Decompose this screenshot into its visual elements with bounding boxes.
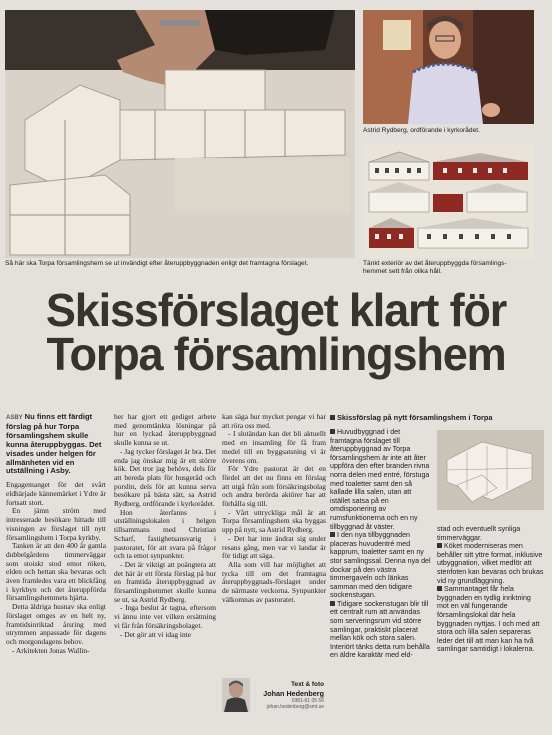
article-paragraph: Hon återfanns i utställningslokalen i helgen tillsammans med Christian Scharf, fastighetsansvarig i pastoratet, för att svara på frågor och ta emot synpunkter. bbox=[114, 507, 216, 561]
square-bullet-icon bbox=[330, 601, 335, 606]
article-paragraph: Tanken är att den 400 år gamla dubbelgårdens timmerväggar som stoiskt stod emot röken, elden och hettan ska bevaras och även framledes vara ett blickfång i kyrkbyn och det återuppförda församlingshemmets hjärta. bbox=[6, 541, 106, 603]
article-paragraph: - Det har inte ändrat sig under resans gång, men var vi landar är för tidigt att säga. bbox=[222, 533, 326, 561]
exterior-photo-caption-line2: hemmet sett från olika håll. bbox=[363, 268, 442, 275]
fact-box-paragraph bbox=[330, 600, 433, 660]
square-bullet-icon bbox=[330, 429, 335, 434]
fact-box-column-1 bbox=[330, 428, 433, 660]
fact-box-text: Huvudbyggnad i det framtagna förslaget till återuppbyggnad av Torpa församlingshem är inte att åter uppföra den efter branden rivna norra delen med entré, förstuga med toaletter samt den så kallade lilla salen, utan att istället satsa på en omdisponering av rumsfunktionerna och en ny tillbyggnad åt väster. bbox=[330, 428, 430, 531]
fact-box-text: stad och eventuellt synliga timmerväggar. bbox=[437, 525, 521, 542]
byline bbox=[222, 676, 326, 716]
article-paragraph: - Arkitekten Jonas Wallin- bbox=[12, 645, 90, 655]
article-paragraph: - Inga beslut är tagna, eftersom vi ännu inte vet vilken ersättning vi får från försäkringsbolaget. bbox=[114, 603, 216, 630]
article-paragraph: - Det är viktigt att poängtera att det här är ett första förslag på hur en framtida återuppbyggnad av församlingshemmet skulle kunna se ut, sa Astrid Rydberg. bbox=[114, 559, 216, 604]
article-paragraph: Detta äldriga husnav ska enligt förslaget omges av en helt ny, framtidsinriktad årsring med utrymmen anpassade för dagens och morgondagens behov. bbox=[6, 602, 106, 646]
portrait-photo-caption: Astrid Rydberg, ordförande i kyrkorådet. bbox=[363, 127, 480, 134]
article-column-2 bbox=[114, 413, 216, 639]
byline-contact bbox=[252, 698, 324, 710]
exterior-photo-caption-line1: Tänkt exteriör av det återuppbyggda församlings- bbox=[363, 260, 507, 267]
reporter-photo bbox=[222, 678, 250, 712]
byline-phone: 0381-61 05 56 bbox=[291, 698, 324, 704]
byline-name-block bbox=[252, 680, 324, 699]
square-bullet-icon bbox=[437, 543, 442, 548]
article-paragraph: Alla som vill har möjlighet att tycka till om det framtagna återuppbyggnads-förslaget under de närmaste veckorna. Synpunkter välkomnas av pastoratet. bbox=[222, 559, 326, 604]
fact-box-photo bbox=[437, 430, 544, 510]
headline-line1: Skissförslaget klart för bbox=[45, 284, 507, 336]
article-column-1 bbox=[6, 413, 106, 655]
fact-box-title bbox=[330, 413, 544, 422]
model-photo bbox=[5, 10, 355, 258]
fact-box-text: Tidigare sockenstugan blir till ett centralt rum att användas som serveringsrum vid större samlingar, praktiskt placerat mellan kök och stora salen. Interiört tänks detta rum behålla en äldre karaktär med eld- bbox=[330, 599, 430, 660]
square-bullet-icon bbox=[330, 415, 335, 420]
headline bbox=[11, 284, 540, 380]
exterior-photo-image bbox=[363, 144, 534, 258]
portrait-photo bbox=[363, 10, 534, 124]
article-paragraph: En jämn ström med intresserade besökare hittade till visningen av förslaget till nytt församlingshem i Torpa kyrkby. bbox=[6, 506, 106, 542]
fact-box-photo-image bbox=[437, 430, 544, 510]
fact-box-paragraph bbox=[437, 542, 544, 585]
model-photo-image bbox=[5, 10, 355, 258]
article-paragraph: her har gjort ett gediget arbete med genomtänkta lösningar på hur en lyckad återuppbyggnad skulle kunna se ut. bbox=[114, 412, 216, 448]
article-lead-text: Nu finns ett färdigt förslag på hur Torpa församlingshem skulle kunna återuppbyggas. Det visades under helgen för allmänheten vid en utställning i Asby. bbox=[6, 412, 102, 476]
fact-box-text: I den nya tillbyggnaden placeras huvudentré med kapprum, toaletter samt en ny stor samlingssal. Denna nya del dockar på den västra timmergaveln och länkas samman med den tidigare sockenstugan. bbox=[330, 531, 431, 600]
exterior-photo bbox=[363, 144, 534, 258]
fact-box-paragraph bbox=[437, 585, 544, 654]
fact-box-paragraph bbox=[330, 531, 433, 600]
article-column-3 bbox=[222, 413, 326, 604]
square-bullet-icon bbox=[330, 532, 335, 537]
fact-box-text: Sammantaget får hela byggnaden en tydlig inriktning mot en väl fungerande församlingslokal där hela byggnaden nyttjas. I och med att stora och lilla salen separeras leder det till att man kan ha två samlingar samtidigt i lokalerna. bbox=[437, 585, 540, 654]
model-photo-caption: Så här ska Torpa församlingshem se ut invändigt efter återuppbyggnaden enligt det framtagna förslaget. bbox=[5, 260, 309, 267]
headline-line2: Torpa församlingshem bbox=[46, 328, 506, 380]
article-paragraph: Engagemanget för det svårt eldhärjade kännemärket i Ydre är fortsatt stort. bbox=[6, 480, 106, 507]
article-kicker: ASBY bbox=[6, 415, 23, 421]
fact-box-paragraph bbox=[330, 428, 433, 531]
fact-box-paragraph bbox=[437, 525, 544, 542]
square-bullet-icon bbox=[437, 586, 442, 591]
article-paragraph: - I slutändan kan det bli aktuellt med en insamling för få fram medel till en byggsatsning vi är överens om. bbox=[222, 429, 326, 465]
fact-box-text: Köket moderniseras men behåller sitt yttre format, inklusive utbyggnation, vilket medför att stenfoten kan bevaras och brukas vid ny grundläggning. bbox=[437, 542, 544, 585]
article-paragraph: För Ydre pastorat är det en fördel att det nu finns ett förslag att utgå från som försäkringsbolag och andra berörda aktörer har att förhålla sig till. bbox=[222, 464, 326, 509]
byline-name: Johan Hedenberg bbox=[263, 689, 324, 698]
fact-box bbox=[330, 413, 544, 422]
article-lead bbox=[6, 413, 106, 476]
fact-box-title-text: Skissförslag på nytt församlingshem i Torpa bbox=[337, 413, 493, 422]
byline-email[interactable]: johan.hedenberg@smt.se bbox=[266, 704, 324, 710]
portrait-photo-image bbox=[363, 10, 534, 124]
article-paragraph: kan säga hur mycket pengar vi har att röra oss med. bbox=[222, 412, 326, 430]
article-paragraph: - Jag tycker förslaget är bra. Det enda jag önskar mig är ett större kök. Det tror jag behövs, dels för att bereda plats för husgeråd och porslin, dels för att kunna serva besökare på bästa sätt, sa Astrid Rydberg, ordförande i kyrkorådet. bbox=[114, 446, 216, 509]
fact-box-column-2 bbox=[437, 525, 544, 654]
byline-label: Text & foto bbox=[291, 681, 324, 688]
article-paragraph: - Det gör att vi idag inte bbox=[120, 629, 192, 639]
article-paragraph: - Vårt uttryckliga mål är att Torpa församlingshem ska byggas upp på nytt, sa Astrid Rydberg. bbox=[222, 507, 326, 535]
